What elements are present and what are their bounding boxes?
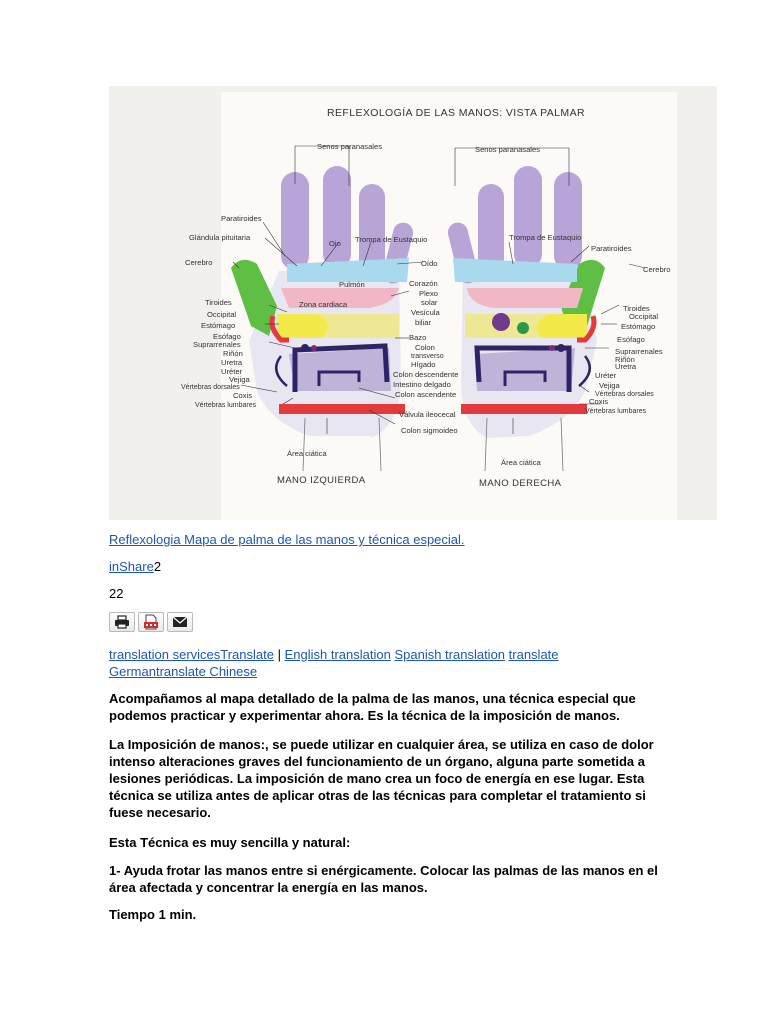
email-button[interactable] bbox=[167, 612, 193, 632]
left-label-rinon: Riñón bbox=[223, 349, 243, 358]
paragraph-2: La Imposición de manos:, se puede utilizar en cualquier área, se utiliza en caso de dolor intenso alteraciones graves del funcionamiento de un órgano, alguna parte sometida a lesiones periódicas. La imposición de mano crea un foco de energía en ese lugar. Esta técnica se utiliza antes de aplicar otras de las técnicas para completar el tratamiento si fuese necesario. bbox=[109, 737, 654, 820]
right-label-esofago: Esófago bbox=[617, 335, 645, 344]
caption-line bbox=[109, 531, 669, 548]
translation-services-link[interactable]: translation servicesTranslate bbox=[109, 647, 274, 662]
right-hand-caption: MANO DERECHA bbox=[479, 478, 562, 489]
figure-title: REFLEXOLOGÍA DE LAS MANOS: VISTA PALMAR bbox=[327, 107, 585, 119]
right-label-uretra: Uretra bbox=[615, 362, 637, 371]
translation-links bbox=[109, 646, 669, 680]
translation-separator: | bbox=[273, 647, 285, 662]
german-chinese-translate-link[interactable]: Germantranslate Chinese bbox=[109, 664, 258, 679]
left-label-ciatica: Área ciática bbox=[287, 449, 327, 458]
left-label-uretra: Uretra bbox=[221, 358, 243, 367]
left-label-descendente: Colon descendente bbox=[393, 370, 459, 379]
right-label-coxis: Coxis bbox=[589, 397, 608, 406]
paragraph-5: Tiempo 1 min. bbox=[109, 907, 197, 922]
left-label-ascendente: Colon ascendente bbox=[395, 390, 457, 399]
left-label-esofago: Esófago bbox=[213, 332, 241, 341]
caption-link[interactable]: Reflexologia Mapa de palma de las manos y técnica especial. bbox=[109, 532, 465, 547]
email-icon bbox=[172, 616, 188, 628]
right-label-tiroides: Tiroides bbox=[623, 304, 650, 313]
left-label-sigmoideo: Colon sigmoideo bbox=[401, 426, 458, 435]
left-hand-caption: MANO IZQUIERDA bbox=[277, 475, 366, 486]
right-label-senos: Senos paranasales bbox=[475, 145, 541, 154]
count-line: 22 bbox=[109, 586, 124, 601]
left-label-vejiga: Vejiga bbox=[229, 375, 250, 384]
left-label-plexo: Plexo bbox=[419, 289, 438, 298]
right-label-lumbares: Vértebras lumbares bbox=[585, 408, 647, 415]
right-label-occipital: Occipital bbox=[629, 312, 659, 321]
left-label-bazo: Bazo bbox=[409, 333, 427, 342]
right-label-vejiga: Vejiga bbox=[599, 381, 620, 390]
left-label-coxis: Coxis bbox=[233, 391, 252, 400]
left-label-trompa: Trompa de Eustaquio bbox=[355, 235, 428, 244]
right-finger-2 bbox=[514, 166, 542, 268]
left-label-ojo: Ojo bbox=[329, 239, 341, 248]
right-label-rinon: Riñón bbox=[615, 355, 635, 364]
left-label-intestino: Intestino delgado bbox=[393, 380, 451, 389]
left-label-oido: Oído bbox=[421, 259, 438, 268]
left-label-solar: solar bbox=[421, 298, 438, 307]
left-label-zona: Zona cardiaca bbox=[299, 300, 348, 309]
left-label-dorsales: Vértebras dorsales bbox=[181, 384, 240, 391]
inshare-link[interactable]: inShare bbox=[109, 559, 154, 574]
right-label-ureter: Uréter bbox=[595, 371, 617, 380]
left-label-cerebro: Cerebro bbox=[185, 258, 213, 267]
english-translation-link[interactable]: English translation bbox=[284, 647, 391, 662]
left-label-colon: Colon bbox=[415, 343, 435, 352]
right-label-estomago: Estómago bbox=[621, 322, 656, 331]
left-finger-2 bbox=[323, 166, 351, 268]
right-label-ciatica: Área ciática bbox=[501, 458, 541, 467]
right-finger-1 bbox=[554, 172, 582, 270]
left-label-lumbares: Vértebras lumbares bbox=[195, 402, 257, 409]
print-button[interactable] bbox=[109, 612, 135, 632]
left-label-ureter: Uréter bbox=[221, 367, 243, 376]
pdf-icon bbox=[143, 614, 159, 630]
left-label-corazon: Corazón bbox=[409, 279, 438, 288]
left-label-biliar: biliar bbox=[415, 318, 432, 327]
left-label-suprarrenales: Suprarrenales bbox=[193, 340, 241, 349]
left-label-occipital: Occipital bbox=[207, 310, 237, 319]
right-label-cerebro: Cerebro bbox=[643, 265, 671, 274]
pdf-button[interactable] bbox=[138, 612, 164, 632]
spanish-translation-link[interactable]: Spanish translation bbox=[394, 647, 506, 662]
share-toolbar bbox=[109, 612, 193, 634]
left-label-pulmon: Pulmón bbox=[339, 280, 365, 289]
print-icon bbox=[114, 615, 130, 629]
left-label-valvula: Válvula ileocecal bbox=[399, 410, 456, 419]
left-label-vesicula: Vesícula bbox=[411, 308, 440, 317]
right-label-paratiroides: Paratiroides bbox=[591, 244, 632, 253]
share-count: 2 bbox=[153, 559, 162, 574]
hand-map-svg bbox=[109, 86, 717, 520]
right-label-dorsales: Vértebras dorsales bbox=[595, 391, 654, 398]
right-label-trompa: Trompa de Eustaquio bbox=[509, 233, 582, 242]
right-label-suprarrenales: Suprarrenales bbox=[615, 347, 663, 356]
left-label-paratiroides: Paratiroides bbox=[221, 214, 262, 223]
paragraph-3: Esta Técnica es muy sencilla y natural: bbox=[109, 835, 351, 850]
left-label-higado: Hígado bbox=[411, 360, 436, 369]
share-line bbox=[109, 558, 669, 575]
paragraph-4: 1- Ayuda frotar las manos entre si enérgicamente. Colocar las palmas de las manos en el área afectada y concentrar la energía en las manos. bbox=[109, 863, 658, 895]
paragraph-1: Acompañamos al mapa detallado de la palma de las manos, una técnica especial que podemos practicar y experimentar ahora. Es la técnica de la imposición de manos. bbox=[109, 691, 636, 723]
reflexology-hand-map bbox=[109, 86, 717, 520]
translate-link[interactable]: translate bbox=[508, 647, 559, 662]
left-label-senos: Senos paranasales bbox=[317, 142, 383, 151]
left-label-tiroides: Tiroides bbox=[205, 298, 232, 307]
left-label-estomago: Estómago bbox=[201, 321, 236, 330]
left-label-transverso: transverso bbox=[411, 353, 444, 360]
left-label-glandula: Glándula pituitaria bbox=[189, 233, 251, 242]
